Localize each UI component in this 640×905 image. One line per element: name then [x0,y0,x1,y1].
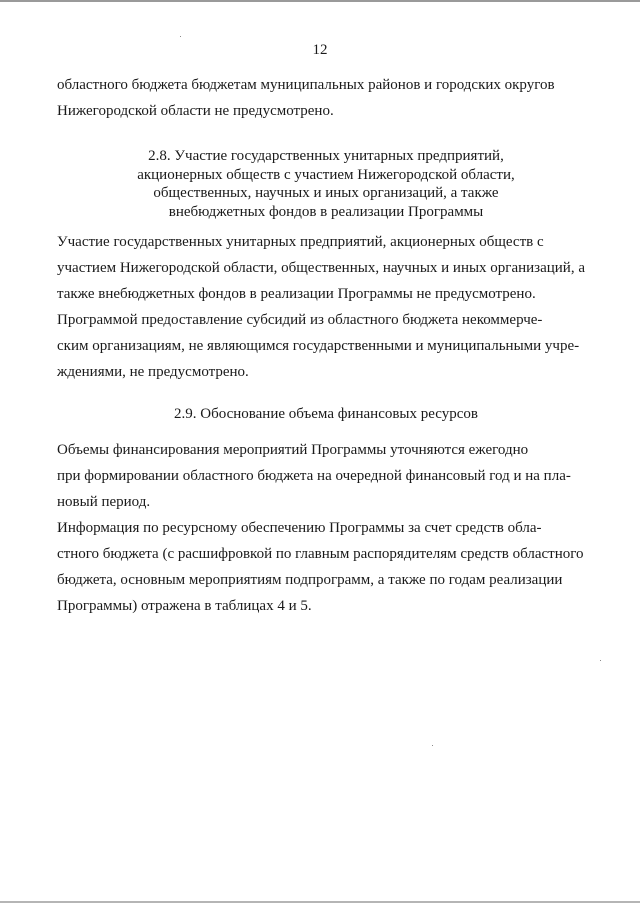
section-heading-2-8: 2.8. Участие государственных унитарных предприятий, акционерных обществ с участием Нижегородской области, общественных, научных и иных организаций, а также внебюджетных фондов в реализации Программы [137,148,515,220]
section-2-8-paragraph-1 [57,229,595,307]
continuation-text: областного бюджета бюджетам муниципальных районов и городских округов Нижегородской области не предусмотрено. [57,77,555,119]
section-2-9-paragraph-2 [57,515,595,619]
continuation-paragraph [57,72,595,124]
section-2-9-paragraph-1 [57,437,595,515]
section-2-8-paragraph-2 [57,307,595,385]
scan-speck [432,745,433,746]
paragraph-text: Программой предоставление субсидий из областного бюджета некоммерче- ским организациям, не являющимся государственными и муниципальными учре- ждениями, не предусмотрено. [57,312,580,380]
paragraph-text: Участие государственных унитарных предприятий, акционерных обществ с участием Нижегородской области, общественных, научных и иных организаций, а также внебюджетных фондов в реализации Программы не предусмотрено. [57,234,585,302]
paragraph-text: Объемы финансирования мероприятий Программы уточняются ежегодно при формировании областного бюджета на очередной финансовый год и на пла- новый период. [57,442,571,510]
scan-bottom-edge [0,901,640,903]
scan-speck [180,36,181,37]
paragraph-text: Информация по ресурсному обеспечению Программы за счет средств обла- стного бюджета (с расшифровкой по главным распорядителям средств областного бюджета, основным мероприятиям подпрограмм, а также по годам реализации Программы) отражена в таблицах 4 и 5. [57,520,584,614]
scan-speck [600,660,601,661]
section-heading-2-9: 2.9. Обоснование объема финансовых ресурсов [173,406,478,422]
page-number: 12 [312,42,328,58]
scan-top-edge [0,0,640,2]
